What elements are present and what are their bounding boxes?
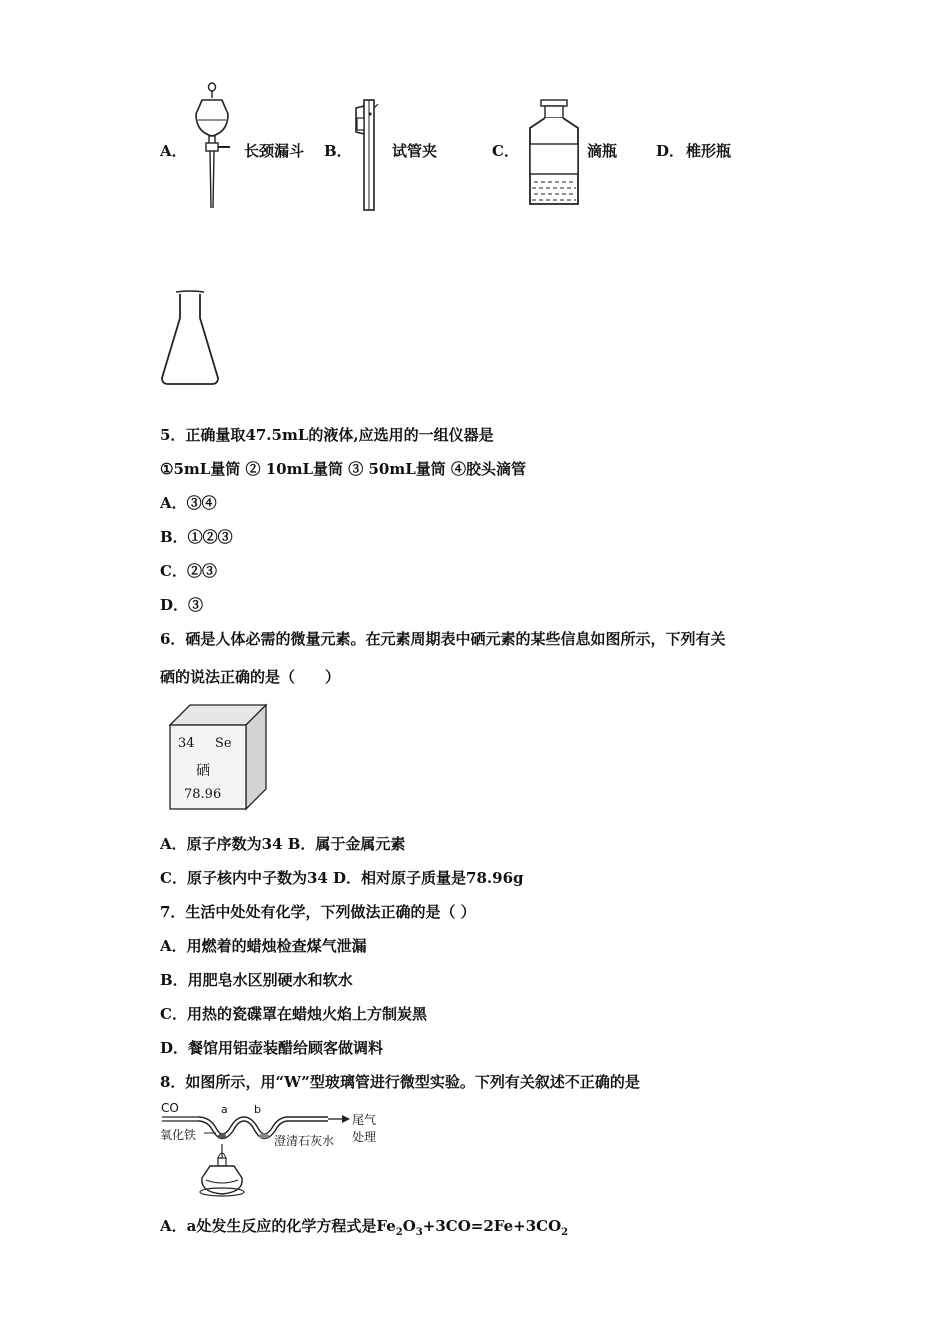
label-co: CO (161, 1101, 179, 1115)
test-tube-clamp-icon (352, 98, 382, 213)
q8-stem: 8．如图所示，用“W”型玻璃管进行微型实验。下列有关叙述不正确的是 (160, 1073, 640, 1091)
q7-option-b: B．用肥皂水区别硬水和软水 (160, 971, 353, 989)
element-mass: 78.96 (184, 787, 222, 802)
label-limewater: 澄清石灰水 (274, 1134, 335, 1148)
q4-option-a-letter: A． (160, 142, 187, 160)
q7-option-d: D．餐馆用铝壶装醋给顾客做调料 (160, 1039, 384, 1057)
w-tube-diagram (158, 1100, 378, 1200)
q5-option-a: A．③④ (160, 494, 217, 512)
label-iron-oxide: 氧化铁 (160, 1128, 197, 1142)
q6-options-line1: A．原子序数为34 B．属于金属元素 (160, 835, 406, 853)
q6-stem-line2: 硒的说法正确的是（ ） (160, 668, 341, 686)
q4-option-a-name: 长颈漏斗 (244, 142, 305, 160)
q6-options-line2: C．原子核内中子数为34 D．相对原子质量是78.96g (160, 869, 524, 887)
q4-option-c-name: 滴瓶 (587, 142, 618, 160)
q4-option-b-name: 试管夹 (392, 142, 438, 160)
q7-option-a: A．用燃着的蜡烛检查煤气泄漏 (160, 937, 367, 955)
w-tube-drawing (158, 1100, 378, 1200)
q8-sub-fe2: 2 (395, 1227, 403, 1238)
q4-option-d-name: 椎形瓶 (686, 142, 732, 160)
element-name: 硒 (196, 763, 210, 779)
label-a: a (221, 1103, 228, 1116)
element-number: 34 (178, 736, 195, 751)
q5-option-d: D．③ (160, 596, 204, 614)
q4-option-d-letter: D． (656, 142, 685, 160)
q8-option-a (160, 1215, 568, 1238)
q5-option-b: B．①②③ (160, 528, 233, 546)
q4-option-b-letter: B． (324, 142, 352, 160)
q8-option-a-text: A．a处发生反应的化学方程式是Fe (160, 1217, 396, 1235)
label-b: b (254, 1103, 261, 1116)
element-cell (166, 703, 270, 811)
q8-sub-co2: 2 (561, 1227, 569, 1238)
q7-stem: 7．生活中处处有化学，下列做法正确的是（ ） (160, 903, 476, 921)
q5-stem: 5．正确量取47.5mL的液体,应选用的一组仪器是 (160, 426, 494, 444)
dropper-bottle-icon (524, 98, 584, 208)
conical-flask-icon (160, 290, 220, 386)
q7-option-c: C．用热的瓷碟罩在蜡烛火焰上方制炭黑 (160, 1005, 427, 1023)
funnel-icon (192, 80, 237, 210)
q8-formula-mid: +3CO=2Fe+3CO (422, 1217, 562, 1235)
q8-formula-o: O (402, 1217, 416, 1235)
q5-option-c: C．②③ (160, 562, 217, 580)
label-tail-gas: 尾气处理 (352, 1113, 377, 1144)
q6-stem-line1: 6．硒是人体必需的微量元素。在元素周期表中硒元素的某些信息如图所示，下列有关 (160, 630, 726, 648)
q4-option-c-letter: C． (492, 142, 519, 160)
q5-choices: ①5mL量筒 ② 10mL量筒 ③ 50mL量筒 ④胶头滴管 (160, 460, 526, 478)
q8-sub-o3: 3 (415, 1227, 423, 1238)
element-symbol: Se (215, 736, 232, 751)
